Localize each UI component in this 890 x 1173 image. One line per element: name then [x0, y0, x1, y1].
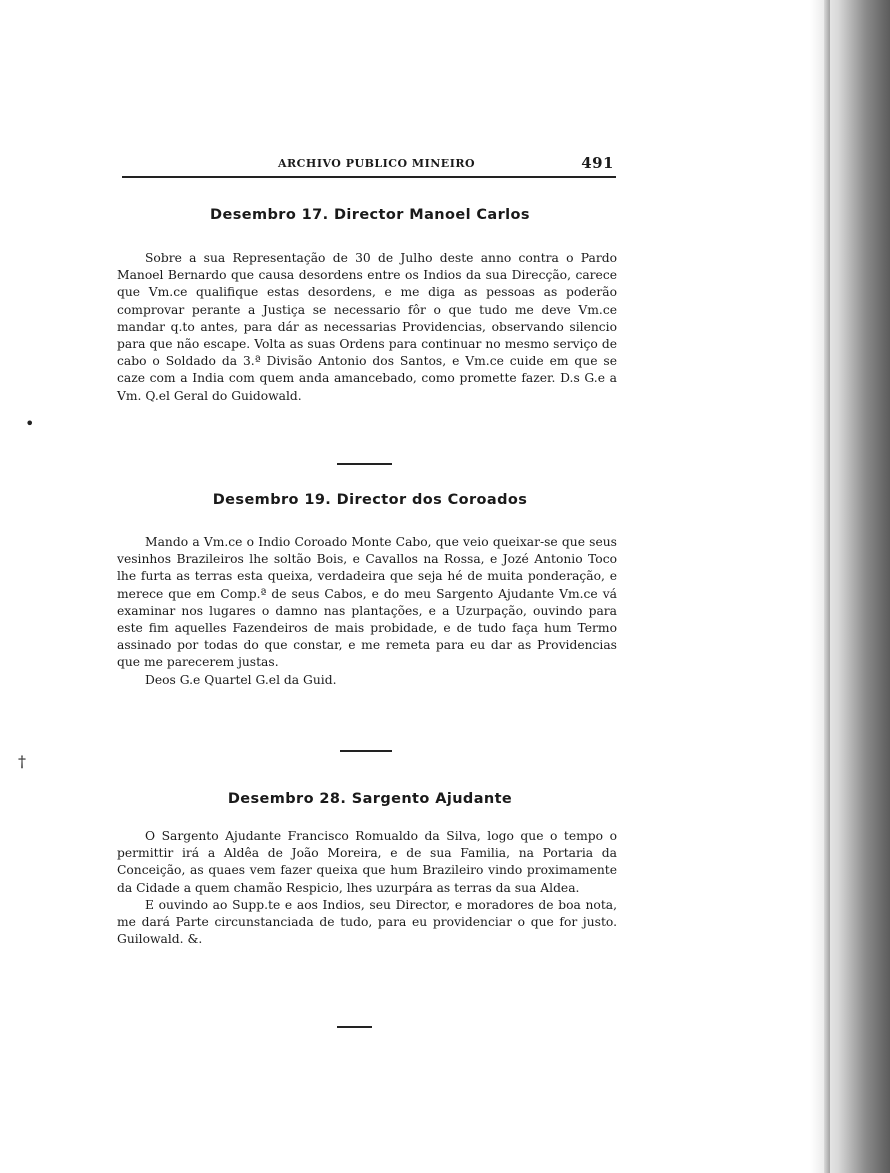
- paragraph: E ouvindo ao Supp.te e aos Indios, seu Director, e moradores de boa nota, me dará Parte circunstanciada de tudo, para eu providenciar o que for justo. Guilowald. &.: [117, 897, 617, 947]
- margin-mark: •: [25, 414, 35, 433]
- running-header: [122, 154, 616, 174]
- separator-rule: [340, 750, 392, 752]
- section-body: [117, 828, 617, 948]
- page-number: 491: [581, 154, 614, 172]
- page-edge-shadow: [810, 0, 890, 1173]
- section-title: Desembro 28. Sargento Ajudante: [227, 791, 513, 807]
- paragraph: Mando a Vm.ce o Indio Coroado Monte Cabo, que veio queixar-se que seus vesinhos Brazileiros lhe soltão Bois, e Cavallos na Rossa, e Jozé Antonio Toco lhe furta as terras esta queixa, verdadeira que seja hé de muita ponderação, e merece que em Comp.ª de seus Cabos, e do meu Sargento Ajudante Vm.ce vá examinar nos lugares o damno nas plantações, e a Uzurpação, ouvindo para este fim aquelles Fazendeiros de mais probidade, e de tudo faça hum Termo assinado por todas do que constar, e me remeta para eu dar as Providencias que me parecerem justas.: [117, 535, 617, 670]
- separator-rule: [337, 463, 392, 465]
- running-title: ARCHIVO PUBLICO MINEIRO: [278, 157, 476, 170]
- section-title: Desembro 17. Director Manoel Carlos: [210, 207, 530, 223]
- header-rule: [122, 176, 616, 178]
- section-title: Desembro 19. Director dos Coroados: [212, 492, 528, 508]
- margin-mark: †: [18, 752, 26, 771]
- section-body: [117, 250, 617, 405]
- paragraph: Deos G.e Quartel G.el da Guid.: [145, 672, 337, 687]
- paragraph: O Sargento Ajudante Francisco Romualdo da Silva, logo que o tempo o permittir irá a Aldêa de João Moreira, e de sua Familia, na Portaria da Conceição, as quaes vem fazer queixa que hum Brazileiro vindo proximamente da Cidade a quem chamão Respicio, lhes uzurpára as terras da sua Aldea.: [117, 829, 617, 895]
- separator-rule: [337, 1026, 372, 1028]
- page-edge-line: [824, 0, 830, 1173]
- paragraph: Sobre a sua Representação de 30 de Julho deste anno contra o Pardo Manoel Bernardo que causa desordens entre os Indios da sua Direcção, carece que Vm.ce qualifique estas desordens, e me diga as pessoas as poderão comprovar perante a Justiça se necessario fôr o que tudo me deve Vm.ce mandar q.to antes, para dár as necessarias Providencias, observando silencio para que não escape. Volta as suas Ordens para continuar no mesmo serviço de cabo o Soldado da 3.ª Divisão Antonio dos Santos, e Vm.ce cuide em que se caze com a India com quem anda amancebado, como promette fazer. D.s G.e a Vm. Q.el Geral do Guidowald.: [117, 251, 617, 403]
- section-body: [117, 534, 617, 689]
